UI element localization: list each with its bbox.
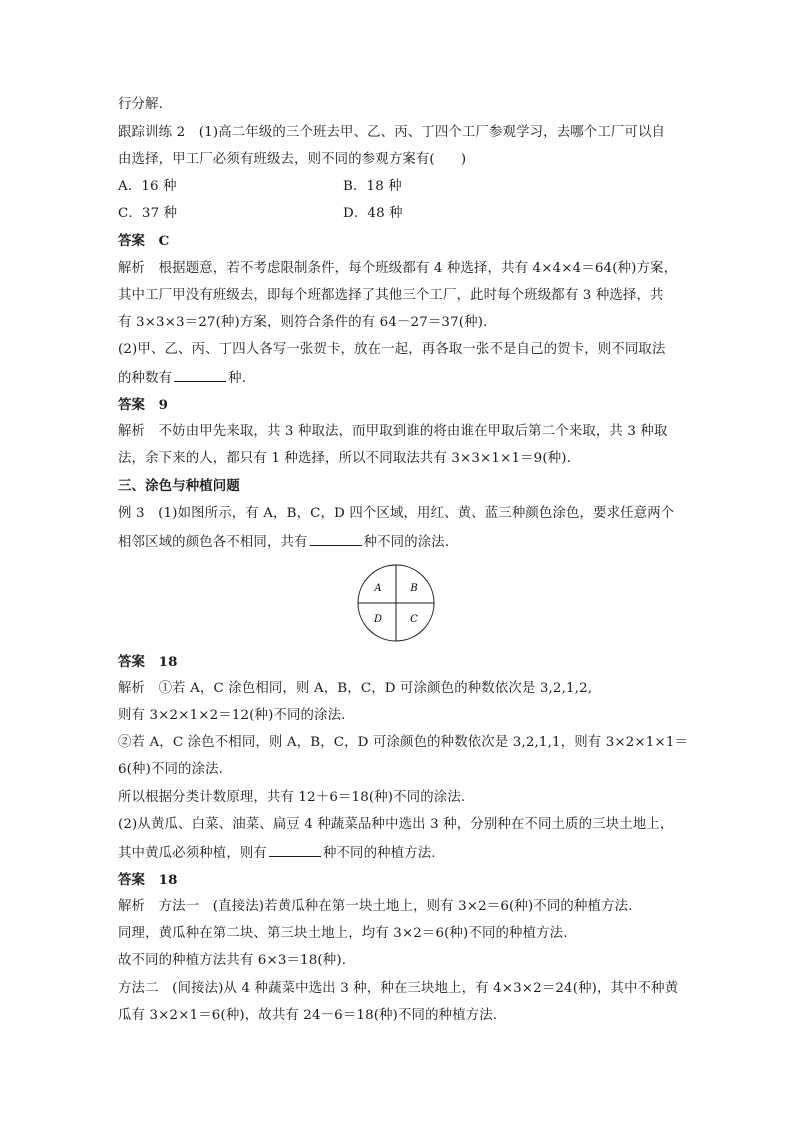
- text-line: 行分解.: [118, 97, 164, 112]
- region-a-label: A: [374, 583, 382, 594]
- analysis-line: 有 3×3×3＝27(种)方案，则符合条件的有 64－27＝37(种).: [118, 315, 488, 330]
- answer-label: 答案 9: [118, 397, 169, 413]
- option-d: D．48 种: [343, 206, 403, 221]
- example-line: 相邻区域的颜色各不相同，共有 种不同的涂法.: [118, 532, 449, 552]
- exercise-question-line-2: 由选择，甲工厂必须有班级去，则不同的参观方案有( ): [118, 152, 467, 167]
- analysis-line: 6(种)不同的涂法.: [118, 762, 224, 777]
- analysis-line: 方法二 (间接法)从 4 种蔬菜中选出 3 种，种在三块地上，有 4×3×2＝24(种)，其中不种黄: [118, 981, 679, 996]
- fill-blank: [269, 843, 321, 857]
- option-a: A．16 种: [118, 179, 177, 194]
- answer-label: 答案 18: [118, 872, 178, 888]
- region-b-label: B: [410, 583, 418, 594]
- option-b: B．18 种: [343, 179, 402, 194]
- analysis-line: 解析 根据题意，若不考虑限制条件，每个班级都有 4 种选择，共有 4×4×4＝64(种)方案，: [118, 261, 678, 276]
- exercise-question-line-1: 跟踪训练 2 (1)高二年级的三个班去甲、乙、丙、丁四个工厂参观学习，去哪个工厂可以自: [118, 125, 666, 140]
- fill-blank: [174, 368, 226, 382]
- analysis-line: 法，余下来的人，都只有 1 种选择，所以不同取法共有 3×3×1×1＝9(种).: [118, 451, 572, 466]
- analysis-line: 解析 ①若 A，C 涂色相同，则 A，B，C，D 可涂颜色的种数依次是 3,2,1,2,: [118, 681, 593, 696]
- analysis-line: ②若 A，C 涂色不相同，则 A，B，C，D 可涂颜色的种数依次是 3,2,1,1，则有 3×2×1×1＝: [118, 735, 689, 750]
- analysis-line: 同理，黄瓜种在第二块、第三块土地上，均有 3×2＝6(种)不同的种植方法.: [118, 926, 568, 941]
- region-d-label: D: [373, 614, 383, 625]
- question-line: (2)甲、乙、丙、丁四人各写一张贺卡，放在一起，再各取一张不是自己的贺卡，则不同取法: [118, 342, 666, 357]
- analysis-line: 故不同的种植方法共有 6×3＝18(种).: [118, 953, 347, 968]
- region-circle-figure: [356, 563, 436, 643]
- analysis-line: 则有 3×2×1×2＝12(种)不同的涂法.: [118, 708, 346, 723]
- question-line: 其中黄瓜必须种植，则有 种不同的种植方法.: [118, 843, 436, 863]
- analysis-line: 其中工厂甲没有班级去，即每个班都选择了其他三个工厂，此时每个班级都有 3 种选择，共: [118, 288, 664, 303]
- fill-blank: [310, 532, 362, 546]
- region-c-label: C: [410, 614, 418, 625]
- analysis-line: 所以根据分类计数原理，共有 12＋6＝18(种)不同的涂法.: [118, 790, 466, 805]
- example-line: 例 3 (1)如图所示，有 A，B，C，D 四个区域，用红、黄、蓝三种颜色涂色，要求任意两个: [118, 506, 675, 521]
- analysis-line: 瓜有 3×2×1＝6(种)，故共有 24－6＝18(种)不同的种植方法.: [118, 1008, 498, 1023]
- question-line: (2)从黄瓜、白菜、油菜、扁豆 4 种蔬菜品种中选出 3 种，分别种在不同土质的三块土地上，: [118, 817, 674, 832]
- answer-label: 答案 C: [118, 233, 170, 249]
- section-heading: 三、涂色与种植问题: [118, 478, 240, 494]
- question-line: 的种数有 种.: [118, 368, 246, 388]
- analysis-line: 解析 方法一 (直接法)若黄瓜种在第一块土地上，则有 3×2＝6(种)不同的种植方法.: [118, 899, 633, 914]
- option-c: C．37 种: [118, 206, 178, 221]
- analysis-line: 解析 不妨由甲先来取，共 3 种取法，而甲取到谁的将由谁在甲取后第二个来取，共 3 种取: [118, 424, 668, 439]
- answer-label: 答案 18: [118, 654, 178, 670]
